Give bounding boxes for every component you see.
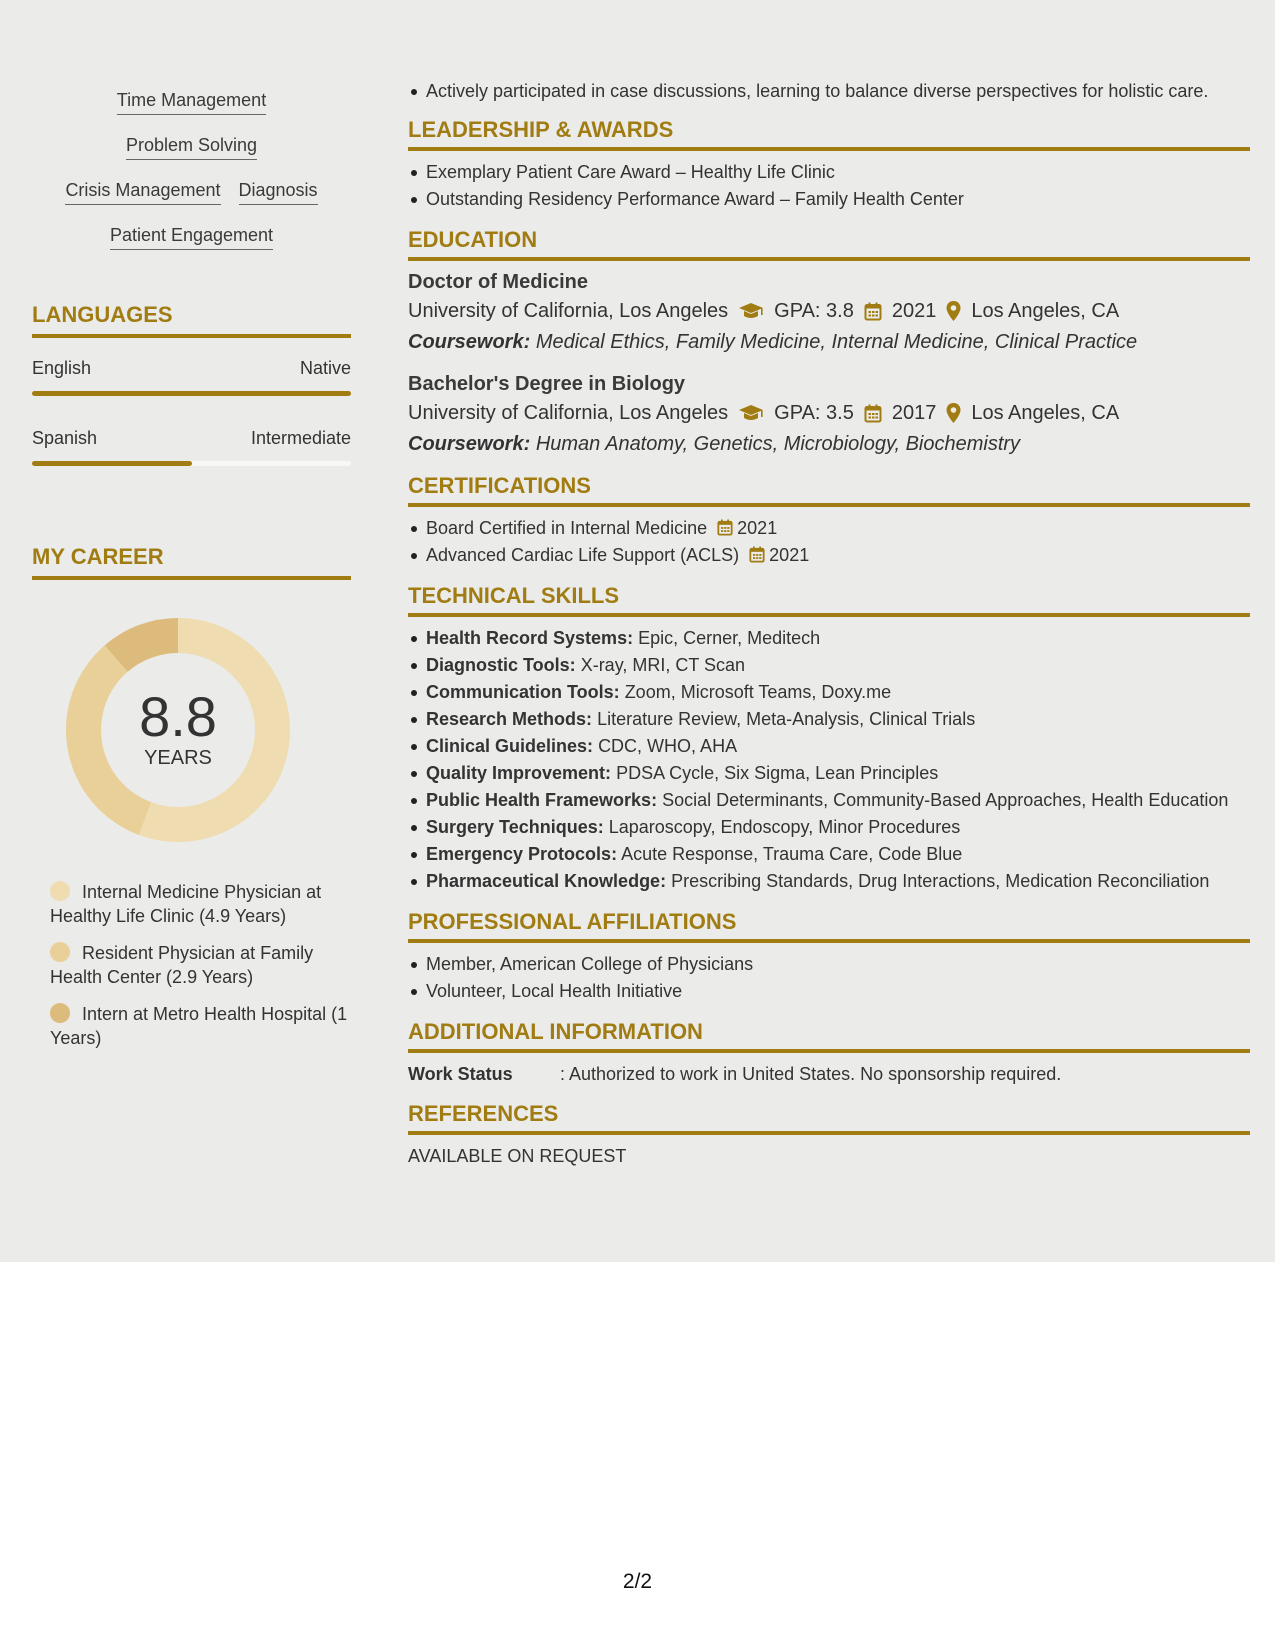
school: University of California, Los Angeles	[408, 402, 729, 424]
legend-item	[50, 880, 350, 928]
skill-category: Research Methods:	[426, 709, 593, 729]
education-details	[408, 397, 1250, 429]
skill-tag: Crisis Management	[65, 180, 220, 205]
skill-values: X-ray, MRI, CT Scan	[580, 655, 746, 675]
skill-item	[408, 679, 1250, 706]
education-entry	[408, 269, 1250, 357]
skill-values: CDC, WHO, AHA	[598, 736, 738, 756]
skill-category: Health Record Systems:	[426, 628, 634, 648]
legend-item	[50, 941, 350, 989]
education-entry	[408, 371, 1250, 459]
legend-label: Intern at Metro Health Hospital (1 Years)	[50, 1004, 348, 1048]
education-title: EDUCATION	[408, 227, 1250, 261]
skill-item	[408, 787, 1250, 814]
right-column	[408, 78, 1250, 1169]
additional-info-title: ADDITIONAL INFORMATION	[408, 1019, 1250, 1053]
coursework-list: Medical Ethics, Family Medicine, Internal Medicine, Clinical Practice	[535, 331, 1138, 353]
skill-category: Public Health Frameworks:	[426, 790, 658, 810]
legend-dot	[50, 942, 70, 962]
skill-values: Zoom, Microsoft Teams, Doxy.me	[624, 682, 892, 702]
language-row	[32, 428, 351, 449]
legend-item	[50, 1002, 350, 1050]
certification-year: 2021	[737, 518, 778, 538]
location-pin-icon	[946, 403, 961, 423]
references-text: AVAILABLE ON REQUEST	[408, 1146, 627, 1166]
location-pin-icon	[946, 301, 961, 321]
coursework-list: Human Anatomy, Genetics, Microbiology, Biochemistry	[535, 433, 1021, 455]
legend-dot	[50, 1003, 70, 1023]
affiliations-title: PROFESSIONAL AFFILIATIONS	[408, 909, 1250, 943]
skill-item	[408, 652, 1250, 679]
skill-item	[408, 814, 1250, 841]
career-unit: YEARS	[144, 747, 212, 769]
list-item: Member, American College of Physicians	[408, 951, 1250, 978]
skill-values: Acute Response, Trauma Care, Code Blue	[621, 844, 963, 864]
school: University of California, Los Angeles	[408, 300, 729, 322]
skill-values: Laparoscopy, Endoscopy, Minor Procedures	[608, 817, 961, 837]
certification-name: Advanced Cardiac Life Support (ACLS)	[426, 545, 740, 565]
degree: Bachelor's Degree in Biology	[408, 373, 686, 395]
language-name: Spanish	[32, 428, 98, 448]
career-title: MY CAREER	[32, 544, 351, 580]
calendar-icon	[864, 404, 882, 423]
skill-values: PDSA Cycle, Six Sigma, Lean Principles	[616, 763, 939, 783]
career-legend	[50, 880, 350, 1063]
language-english	[32, 358, 351, 396]
leadership-list	[408, 159, 1250, 213]
page-number: 2/2	[622, 1570, 653, 1593]
affiliations-list	[408, 951, 1250, 1005]
skill-values: Prescribing Standards, Drug Interactions, Medication Reconciliation	[671, 871, 1210, 891]
list-item: Outstanding Residency Performance Award – Family Health Center	[408, 186, 1250, 213]
work-status-label: Work Status	[408, 1064, 513, 1084]
skill-item	[408, 706, 1250, 733]
gpa: GPA: 3.5	[774, 402, 854, 424]
skill-category: Clinical Guidelines:	[426, 736, 594, 756]
coursework-label: Coursework:	[408, 433, 531, 455]
skill-category: Surgery Techniques:	[426, 817, 604, 837]
technical-skills-title: TECHNICAL SKILLS	[408, 583, 1250, 617]
donut-center	[66, 618, 290, 842]
language-bar	[32, 391, 351, 396]
skill-tag: Problem Solving	[126, 135, 257, 160]
calendar-icon	[749, 546, 765, 563]
legend-label: Resident Physician at Family Health Center (2.9 Years)	[50, 943, 314, 987]
language-bar-fill	[32, 391, 351, 396]
skill-values: Social Determinants, Community-Based Approaches, Health Education	[662, 790, 1229, 810]
list-item: Volunteer, Local Health Initiative	[408, 978, 1250, 1005]
coursework	[408, 327, 1250, 357]
certification-year: 2021	[769, 545, 810, 565]
language-bar-fill	[32, 461, 192, 466]
skill-category: Emergency Protocols:	[426, 844, 618, 864]
work-status-value: : Authorized to work in United States. No sponsorship required.	[560, 1064, 1062, 1084]
gpa: GPA: 3.8	[774, 300, 854, 322]
work-status	[408, 1061, 1250, 1087]
career-total: 8.8	[139, 685, 217, 748]
skill-values: Epic, Cerner, Meditech	[638, 628, 821, 648]
leadership-title: LEADERSHIP & AWARDS	[408, 117, 1250, 151]
skill-category: Quality Improvement:	[426, 763, 612, 783]
skill-tag-row	[32, 213, 351, 258]
career-donut	[66, 618, 290, 842]
graduation-cap-icon	[738, 404, 764, 422]
language-name: English	[32, 358, 92, 378]
language-spanish	[32, 428, 351, 466]
legend-dot	[50, 881, 70, 901]
skill-category: Pharmaceutical Knowledge:	[426, 871, 667, 891]
skill-values: Literature Review, Meta-Analysis, Clinical Trials	[597, 709, 976, 729]
language-row	[32, 358, 351, 379]
skill-item	[408, 760, 1250, 787]
location: Los Angeles, CA	[971, 402, 1120, 424]
calendar-icon	[864, 302, 882, 321]
skill-tag-row	[32, 123, 351, 168]
language-level: Native	[299, 358, 351, 378]
experience-bullet: Actively participated in case discussions, learning to balance diverse perspectives for holistic care.	[408, 78, 1250, 105]
skill-category: Communication Tools:	[426, 682, 620, 702]
technical-skills-list	[408, 625, 1250, 895]
skill-item	[408, 868, 1250, 895]
left-column	[32, 78, 351, 1048]
skill-tag: Time Management	[117, 90, 266, 115]
coursework-label: Coursework:	[408, 331, 531, 353]
graduation-year: 2017	[891, 402, 937, 424]
references-title: REFERENCES	[408, 1101, 1250, 1135]
list-item: Exemplary Patient Care Award – Healthy Life Clinic	[408, 159, 1250, 186]
location: Los Angeles, CA	[971, 300, 1120, 322]
graduation-year: 2021	[891, 300, 937, 322]
graduation-cap-icon	[738, 302, 764, 320]
certification-item	[408, 515, 1250, 542]
legend-label: Internal Medicine Physician at Healthy Life Clinic (4.9 Years)	[50, 882, 322, 926]
experience-bullets	[408, 78, 1250, 105]
skill-item	[408, 733, 1250, 760]
calendar-icon	[717, 519, 733, 536]
language-bar	[32, 461, 351, 466]
language-level: Intermediate	[250, 428, 351, 448]
skill-tag-row	[32, 78, 351, 123]
certifications-title: CERTIFICATIONS	[408, 473, 1250, 507]
certifications-list	[408, 515, 1250, 569]
skill-tags	[32, 78, 351, 258]
degree: Doctor of Medicine	[408, 271, 589, 293]
skill-item	[408, 841, 1250, 868]
skill-tag-row	[32, 168, 351, 213]
skill-tag: Patient Engagement	[110, 225, 273, 250]
skill-tag: Diagnosis	[239, 180, 318, 205]
skill-item	[408, 625, 1250, 652]
coursework	[408, 429, 1250, 459]
certification-name: Board Certified in Internal Medicine	[426, 518, 708, 538]
education-details	[408, 295, 1250, 327]
certification-item	[408, 542, 1250, 569]
skill-category: Diagnostic Tools:	[426, 655, 576, 675]
languages-title: LANGUAGES	[32, 302, 351, 338]
